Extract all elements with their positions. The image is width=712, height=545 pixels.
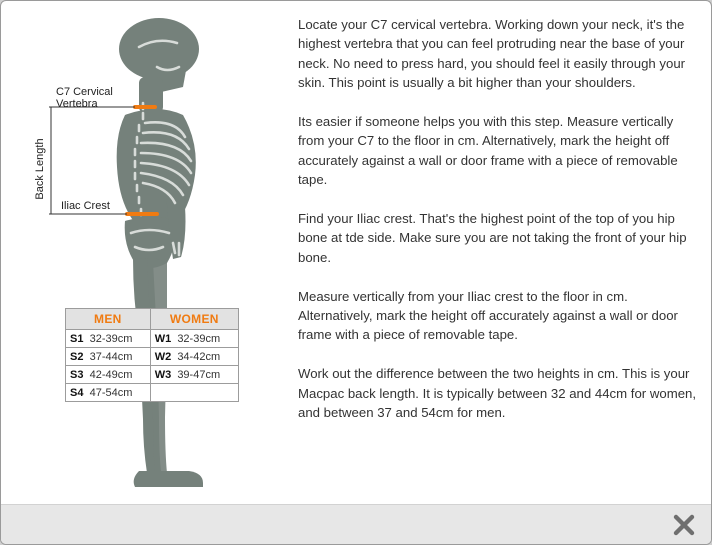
modal-footer (1, 504, 711, 545)
c7-vertebra-label (56, 86, 113, 110)
instruction-paragraph: Work out the difference between the two heights in cm. This is your Macpac back length. It is typically between 32 and 44cm for women, and between 37 and 54cm for men. (298, 366, 697, 421)
women-size-code: W3 (154, 368, 172, 381)
women-size-code: W1 (154, 332, 172, 345)
men-size-range: 47-54cm (89, 386, 133, 399)
back-length-label: Back Length (34, 138, 46, 200)
instruction-paragraph: Measure vertically from your Iliac crest to the floor in cm. Alternatively, mark the height off accurately against a wall or door frame with a piece of removable tape. (298, 288, 678, 343)
table-row (66, 330, 239, 348)
skeleton-figure (7, 7, 297, 502)
men-size-cell (66, 366, 151, 384)
close-icon[interactable] (671, 512, 697, 538)
table-row (66, 384, 239, 402)
women-size-code: W2 (154, 350, 172, 363)
modal-content (7, 7, 705, 502)
men-size-cell (66, 330, 151, 348)
table-row (66, 348, 239, 366)
table-row (66, 366, 239, 384)
instructions-text (298, 15, 700, 442)
size-table (65, 308, 239, 402)
men-size-cell (66, 384, 151, 402)
c7-label-line1: C7 Cervical (56, 86, 113, 98)
men-size-range: 42-49cm (89, 368, 133, 381)
close-button[interactable] (671, 512, 697, 538)
men-size-code: S3 (70, 368, 84, 381)
men-size-code: S4 (70, 386, 84, 399)
women-size-range: 39-47cm (177, 368, 221, 381)
c7-label-line2: Vertebra (56, 98, 98, 110)
iliac-crest-label: Iliac Crest (61, 200, 110, 212)
women-size-range: 32-39cm (177, 332, 221, 345)
men-size-cell (66, 348, 151, 366)
instruction-paragraph: Find your Iliac crest. That's the highest point of the top of you hip bone at tde side. Make sure you are not taking the front of your hip bone. (298, 211, 687, 265)
men-size-range: 32-39cm (89, 332, 133, 345)
women-size-cell (150, 366, 238, 384)
women-size-cell (150, 330, 238, 348)
men-size-code: S2 (70, 350, 84, 363)
women-size-cell (150, 348, 238, 366)
women-header: WOMEN (150, 309, 238, 330)
instruction-paragraph: Locate your C7 cervical vertebra. Working down your neck, it's the highest vertebra that you can feel protruding near the base of your neck. No need to press hard, you should feel it easily through your skin. This point is usually a bit higher than your shoulders. (298, 17, 686, 91)
men-size-range: 37-44cm (89, 350, 133, 363)
men-header: MEN (66, 309, 151, 330)
instruction-paragraph: Its easier if someone helps you with this step. Measure vertically from your C7 to the floor in cm. Alternatively, mark the height off accurately against a wall or door frame with a piece of removable tape. (298, 114, 678, 188)
skeleton-illustration (7, 7, 297, 502)
women-size-cell (150, 384, 238, 402)
men-size-code: S1 (70, 332, 84, 345)
women-size-range: 34-42cm (177, 350, 221, 363)
size-table-header (66, 309, 239, 330)
